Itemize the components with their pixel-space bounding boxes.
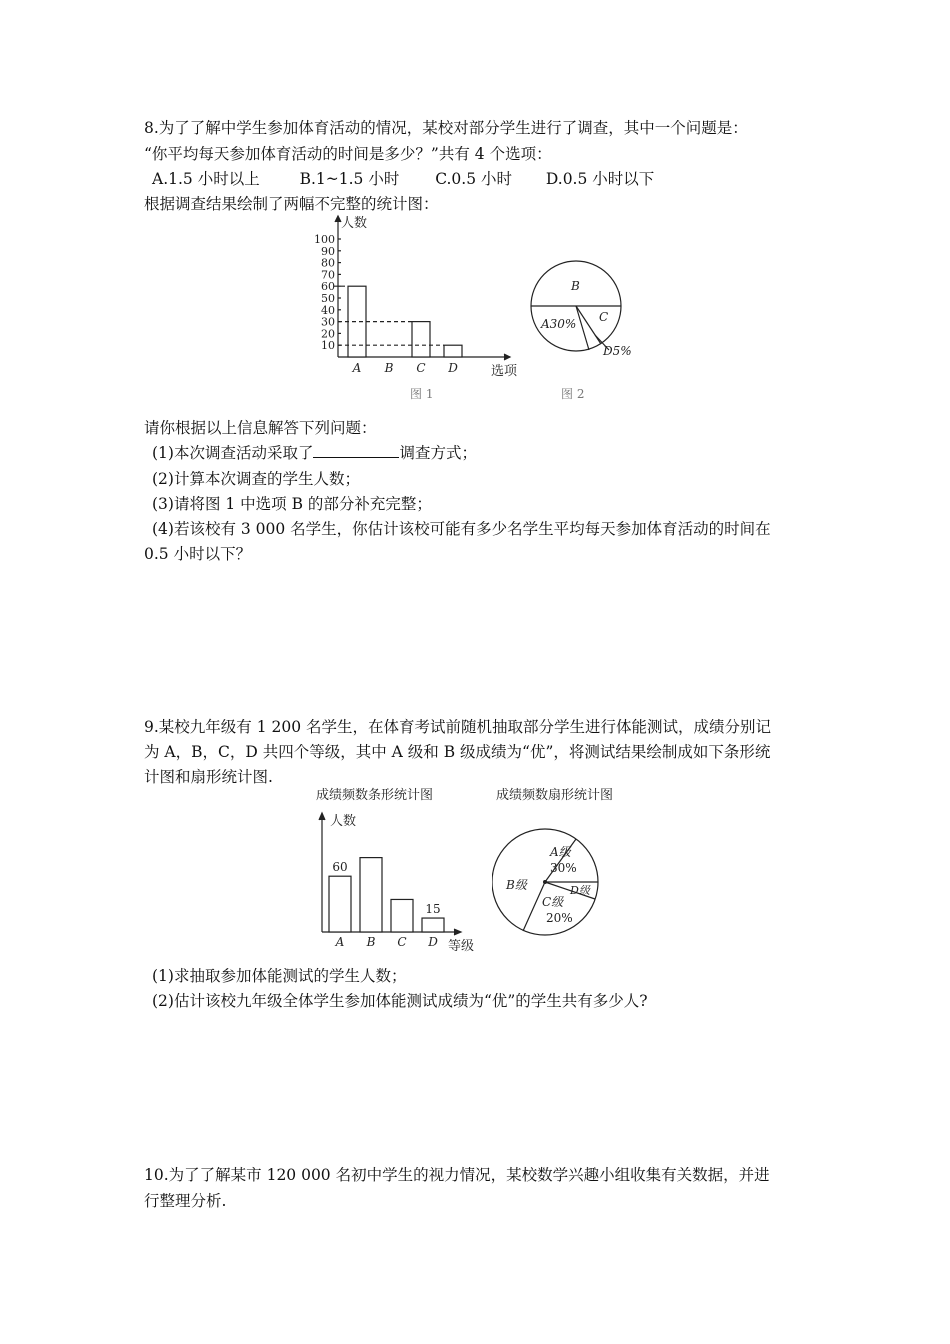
fig1-y-tick-label: 20 xyxy=(321,327,335,341)
q8-line-2: “你平均每天参加体育活动的时间是多少？”共有 4 个选项： xyxy=(144,145,552,163)
q8-fig1-caption: 图 1 xyxy=(410,387,434,401)
q9-bar-b xyxy=(360,858,382,932)
fig1-y-tick-label: 60 xyxy=(321,280,335,294)
q10-line-1: 10.为了了解某市 120 000 名初中学生的视力情况，某校数学兴趣小组收集有关数据，并进 xyxy=(144,1166,770,1184)
q8-fig2-pie-chart xyxy=(525,255,655,407)
q8-fig2-label-a: A30% xyxy=(541,317,577,331)
q9-pie-label-b: B级 xyxy=(506,878,527,892)
q8-sub2: (2)计算本次调查的学生人数； xyxy=(152,470,360,488)
fig1-y-tick-label: 10 xyxy=(321,339,335,353)
q10-line-2: 行整理分析. xyxy=(144,1192,227,1210)
q9-line-2: 为 A，B，C，D 共四个等级，其中 A 级和 B 级成绩为“优”，将测试结果绘制成如下条形统 xyxy=(144,743,771,761)
q9-bar-x-label-c: C xyxy=(397,935,407,949)
fig1-y-tick-label: 80 xyxy=(321,256,335,270)
q9-bar-data-label-d: 15 xyxy=(425,902,441,917)
q8-fig2-radius-cd xyxy=(576,306,589,350)
fig1-x-arrow xyxy=(504,354,510,360)
q8-fig1-bar-chart xyxy=(305,212,535,407)
q9-pie-label-d: D级 xyxy=(570,884,590,897)
q9-pie-label-c-pct: 20% xyxy=(546,911,573,925)
q9-bar-chart xyxy=(312,782,494,956)
q9-pie-label-c: C级 xyxy=(542,895,564,909)
fig1-y-tick-label: 40 xyxy=(321,303,335,317)
q8-sub4-line-1: (4)若该校有 3 000 名学生，你估计该校可能有多少名学生平均每天参加体育活动的时间在 xyxy=(152,520,771,538)
q9-bar-c xyxy=(391,899,413,932)
q9-sub2: (2)估计该校九年级全体学生参加体能测试成绩为“优”的学生共有多少人? xyxy=(152,992,648,1010)
q8-options xyxy=(152,169,654,189)
q9-pie-label-a-pct: 30% xyxy=(550,861,577,875)
q9-bar-x-label-d: D xyxy=(428,935,438,949)
q9-pie-title: 成绩频数扇形统计图 xyxy=(496,788,614,803)
q9-pie-chart xyxy=(492,782,642,956)
q9-sub1: (1)求抽取参加体能测试的学生人数； xyxy=(152,967,407,985)
q9-pie-label-a: A级 xyxy=(550,845,571,859)
q8-option-b: B.1~1.5 小时 xyxy=(299,170,400,188)
q8-option-d: D.0.5 小时以下 xyxy=(545,170,655,188)
fig1-y-tick-label: 90 xyxy=(321,244,335,258)
q8-sub4-line-2: 0.5 小时以下？ xyxy=(144,545,252,563)
fig1-bar-c xyxy=(412,322,430,357)
fig1-y-tick-label: 30 xyxy=(321,315,335,329)
q8-fig2-label-d: D5% xyxy=(603,344,632,358)
fig1-bar-a xyxy=(348,286,366,357)
q9-bar-d xyxy=(422,918,444,932)
q9-bar-a xyxy=(329,876,351,932)
q9-bar-x-arrow xyxy=(454,929,461,935)
q8-fig2-label-b: B xyxy=(571,279,580,293)
q9-bar-data-label-a: 60 xyxy=(332,860,348,875)
q9-bar-ylabel: 人数 xyxy=(330,814,357,829)
q8-sub1-post: 调查方式； xyxy=(399,444,477,462)
q8-option-c: C.0.5 小时 xyxy=(435,170,513,188)
q9-bar-y-arrow xyxy=(319,813,325,820)
q9-bar-x-label-a: A xyxy=(335,935,345,949)
fig1-x-label-c: C xyxy=(416,361,426,375)
q8-option-a: A.1.5 小时以上 xyxy=(152,170,260,188)
q8-line-1: 8.为了了解中学生参加体育活动的情况，某校对部分学生进行了调查，其中一个问题是： xyxy=(144,119,748,137)
q8-sub1-pre: (1)本次调查活动采取了 xyxy=(152,444,314,462)
q8-fig1-ylabel: 人数 xyxy=(341,216,368,231)
fig1-bar-d xyxy=(444,345,462,357)
q9-line-3: 计图和扇形统计图. xyxy=(144,768,273,786)
q9-bar-x-label-b: B xyxy=(366,935,376,949)
fig1-y-tick-label: 100 xyxy=(314,233,335,246)
q8-line-3: 根据调查结果绘制了两幅不完整的统计图： xyxy=(144,195,439,213)
q8-sub1-blank[interactable] xyxy=(313,443,399,458)
q8-sub3: (3)请将图 1 中选项 B 的部分补充完整； xyxy=(152,495,432,513)
fig1-y-tick-label: 70 xyxy=(321,268,335,282)
fig1-x-label-d: D xyxy=(448,361,458,375)
q9-pie-center-dot xyxy=(543,880,547,884)
q9-bar-title: 成绩频数条形统计图 xyxy=(316,788,434,803)
q8-fig1-xlabel: 选项 xyxy=(491,364,518,379)
fig1-x-label-b: B xyxy=(384,361,394,375)
q8-fig2-label-c: C xyxy=(599,310,609,324)
q8-fig2-caption: 图 2 xyxy=(561,387,585,401)
q8-prompt: 请你根据以上信息解答下列问题： xyxy=(144,419,377,437)
q8-fig2-radius-ac xyxy=(576,306,601,344)
q9-bar-xlabel: 等级 xyxy=(448,939,475,954)
q9-line-1: 9.某校九年级有 1 200 名学生，在体育考试前随机抽取部分学生进行体能测试，成绩分别记 xyxy=(144,718,772,736)
fig1-y-tick-label: 50 xyxy=(321,292,335,305)
fig1-x-label-a: A xyxy=(352,361,362,375)
q8-sub1 xyxy=(152,443,477,463)
